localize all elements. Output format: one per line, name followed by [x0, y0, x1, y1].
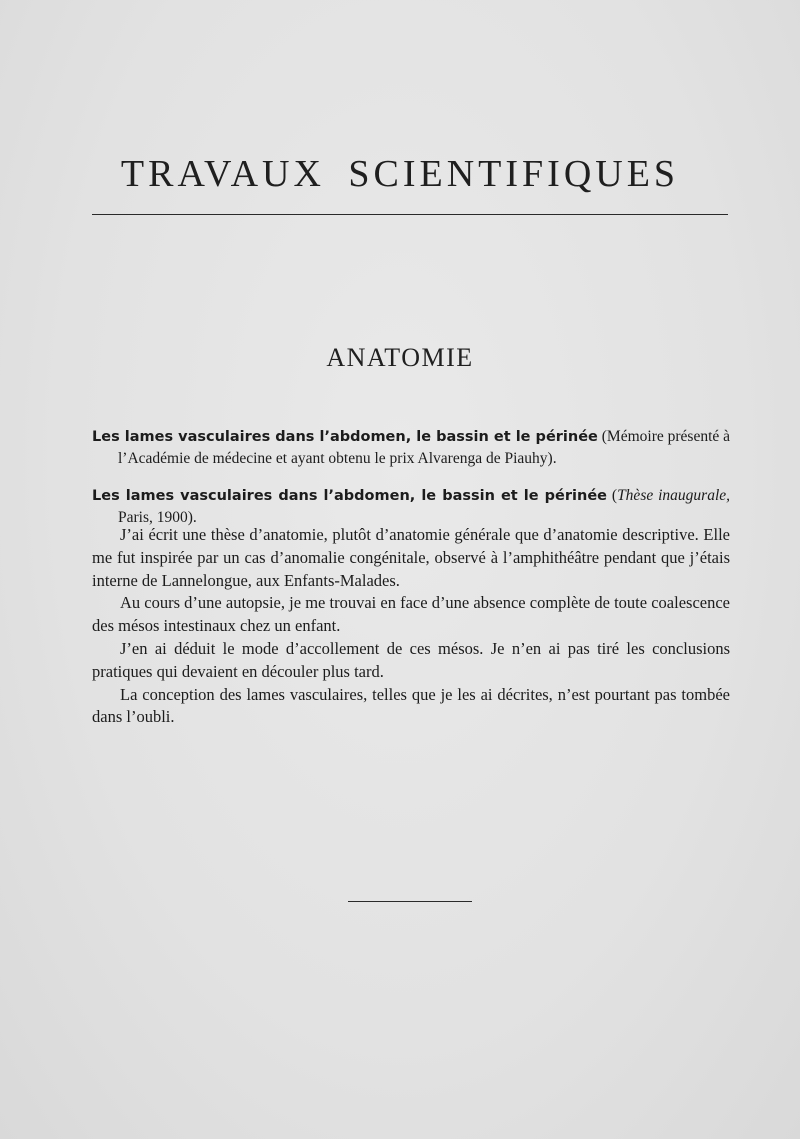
bibliography-entry	[92, 426, 730, 470]
bibliography-list	[92, 410, 730, 533]
entry-title: Les lames vasculaires dans l’abdomen, le bassin et le périnée	[92, 488, 607, 504]
entry-title: Les lames vasculaires dans l’abdomen, le bassin et le périnée	[92, 428, 598, 445]
entry-paren: (	[607, 487, 618, 504]
body-text	[92, 524, 730, 729]
paragraph: J’ai écrit une thèse d’anatomie, plutôt d’anatomie générale que d’anatomie descriptive. Elle me fut inspirée par un cas d’anomalie congénitale, observé à l’amphithéâtre pendant que j’étais interne de Lannelongue, aux Enfants-Malades.	[92, 525, 730, 590]
paragraph: Au cours d’une autopsie, je me trouvai en face d’une absence complète de toute coalescence des mésos intestinaux chez un enfant.	[92, 593, 730, 636]
paragraph: La conception des lames vasculaires, telles que je les ai décrites, n’est pourtant pas tombée dans l’oubli.	[92, 684, 730, 727]
section-heading: ANATOMIE	[326, 343, 474, 372]
entry-details: (Mémoire présenté à l’Académie de médecine et ayant obtenu le prix Alvarenga de Piauhy).	[118, 427, 731, 467]
page-title: TRAVAUX SCIENTIFIQUES	[120, 153, 680, 195]
bibliography-entry	[92, 485, 730, 529]
entry-italic: Thèse inaugurale,	[617, 487, 731, 504]
entry-details: Paris, 1900).	[118, 509, 197, 526]
paragraph: J’en ai déduit le mode d’accollement de ces mésos. Je n’en ai pas tiré les conclusions pratiques qui devaient en découler plus tard.	[92, 638, 730, 681]
end-divider	[348, 901, 472, 902]
title-underline	[92, 214, 728, 215]
